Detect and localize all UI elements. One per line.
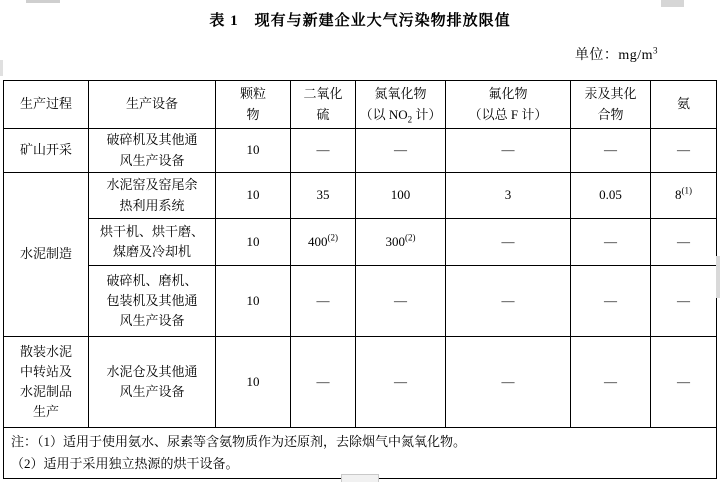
value-cell: 100: [356, 173, 446, 219]
value-cell: —: [291, 129, 356, 173]
value-cell: —: [446, 266, 571, 337]
process-cell: 散装水泥 中转站及 水泥制品 生产: [4, 337, 89, 428]
value-cell: —: [571, 266, 651, 337]
note-line-1: 注：（1）适用于使用氨水、尿素等含氨物质作为还原剂，去除烟气中氮氧化物。: [11, 434, 467, 449]
table-row: [4, 129, 717, 173]
column-header: 生产设备: [89, 81, 216, 129]
table-title: 表 1 现有与新建企业大气污染物排放限值: [209, 13, 511, 29]
table-row: [4, 219, 717, 266]
value-cell: 400$^{(2)}$: [291, 219, 356, 266]
column-header: 汞及其化 合物: [571, 81, 651, 129]
value-cell: 8$^{(1)}$: [651, 173, 717, 219]
column-header: 氨: [651, 81, 717, 129]
viewer-artifact-top-left: [26, 0, 60, 3]
table-row: [4, 173, 717, 219]
table-row: [4, 337, 717, 428]
device-cell: 破碎机、磨机、 包装机及其他通 风生产设备: [89, 266, 216, 337]
value-cell: 3: [446, 173, 571, 219]
value-cell: —: [571, 129, 651, 173]
column-header: 氟化物 （以总 F 计）: [446, 81, 571, 129]
process-cell: 矿山开采: [4, 129, 89, 173]
value-cell: —: [291, 337, 356, 428]
value-cell: —: [651, 129, 717, 173]
notes-row: [4, 428, 717, 479]
value-cell: —: [446, 337, 571, 428]
viewer-artifact-left-edge: [0, 60, 3, 76]
value-cell: 10: [216, 129, 291, 173]
note-line-2: （2）适用于采用独立热源的烘干设备。: [11, 456, 239, 472]
value-cell: —: [356, 337, 446, 428]
value-cell: —: [651, 266, 717, 337]
value-cell: —: [356, 266, 446, 337]
device-cell: 水泥窑及窑尾余 热利用系统: [89, 173, 216, 219]
device-cell: 水泥仓及其他通 风生产设备: [89, 337, 216, 428]
device-cell: 烘干机、烘干磨、 煤磨及冷却机: [89, 219, 216, 266]
value-cell: 10: [216, 219, 291, 266]
unit-label: 单位：$mg/m^3$: [574, 45, 658, 63]
value-cell: —: [291, 266, 356, 337]
value-cell: 10: [216, 173, 291, 219]
viewer-artifact-bottom: [341, 474, 379, 482]
process-cell: 水泥制造: [4, 173, 89, 337]
scrollbar-artifact: [716, 256, 720, 298]
table-row: [4, 266, 717, 337]
value-cell: 0.05: [571, 173, 651, 219]
viewer-artifact-top-right: [661, 0, 684, 7]
column-header: 氮氧化物 （以 $NO_2$ 计）: [356, 81, 446, 129]
notes-cell: [4, 428, 717, 479]
value-cell: 300$^{(2)}$: [356, 219, 446, 266]
value-cell: —: [446, 129, 571, 173]
value-cell: —: [651, 219, 717, 266]
value-cell: —: [356, 129, 446, 173]
emission-limits-table: [3, 80, 717, 479]
value-cell: —: [446, 219, 571, 266]
value-cell: 35: [291, 173, 356, 219]
value-cell: 10: [216, 266, 291, 337]
column-header: 二氧化 硫: [291, 81, 356, 129]
value-cell: —: [571, 337, 651, 428]
column-header: 生产过程: [4, 81, 89, 129]
column-header: 颗粒 物: [216, 81, 291, 129]
table-body: [4, 129, 717, 428]
value-cell: —: [571, 219, 651, 266]
device-cell: 破碎机及其他通 风生产设备: [89, 129, 216, 173]
value-cell: 10: [216, 337, 291, 428]
table-header-row: [4, 81, 717, 129]
value-cell: —: [651, 337, 717, 428]
